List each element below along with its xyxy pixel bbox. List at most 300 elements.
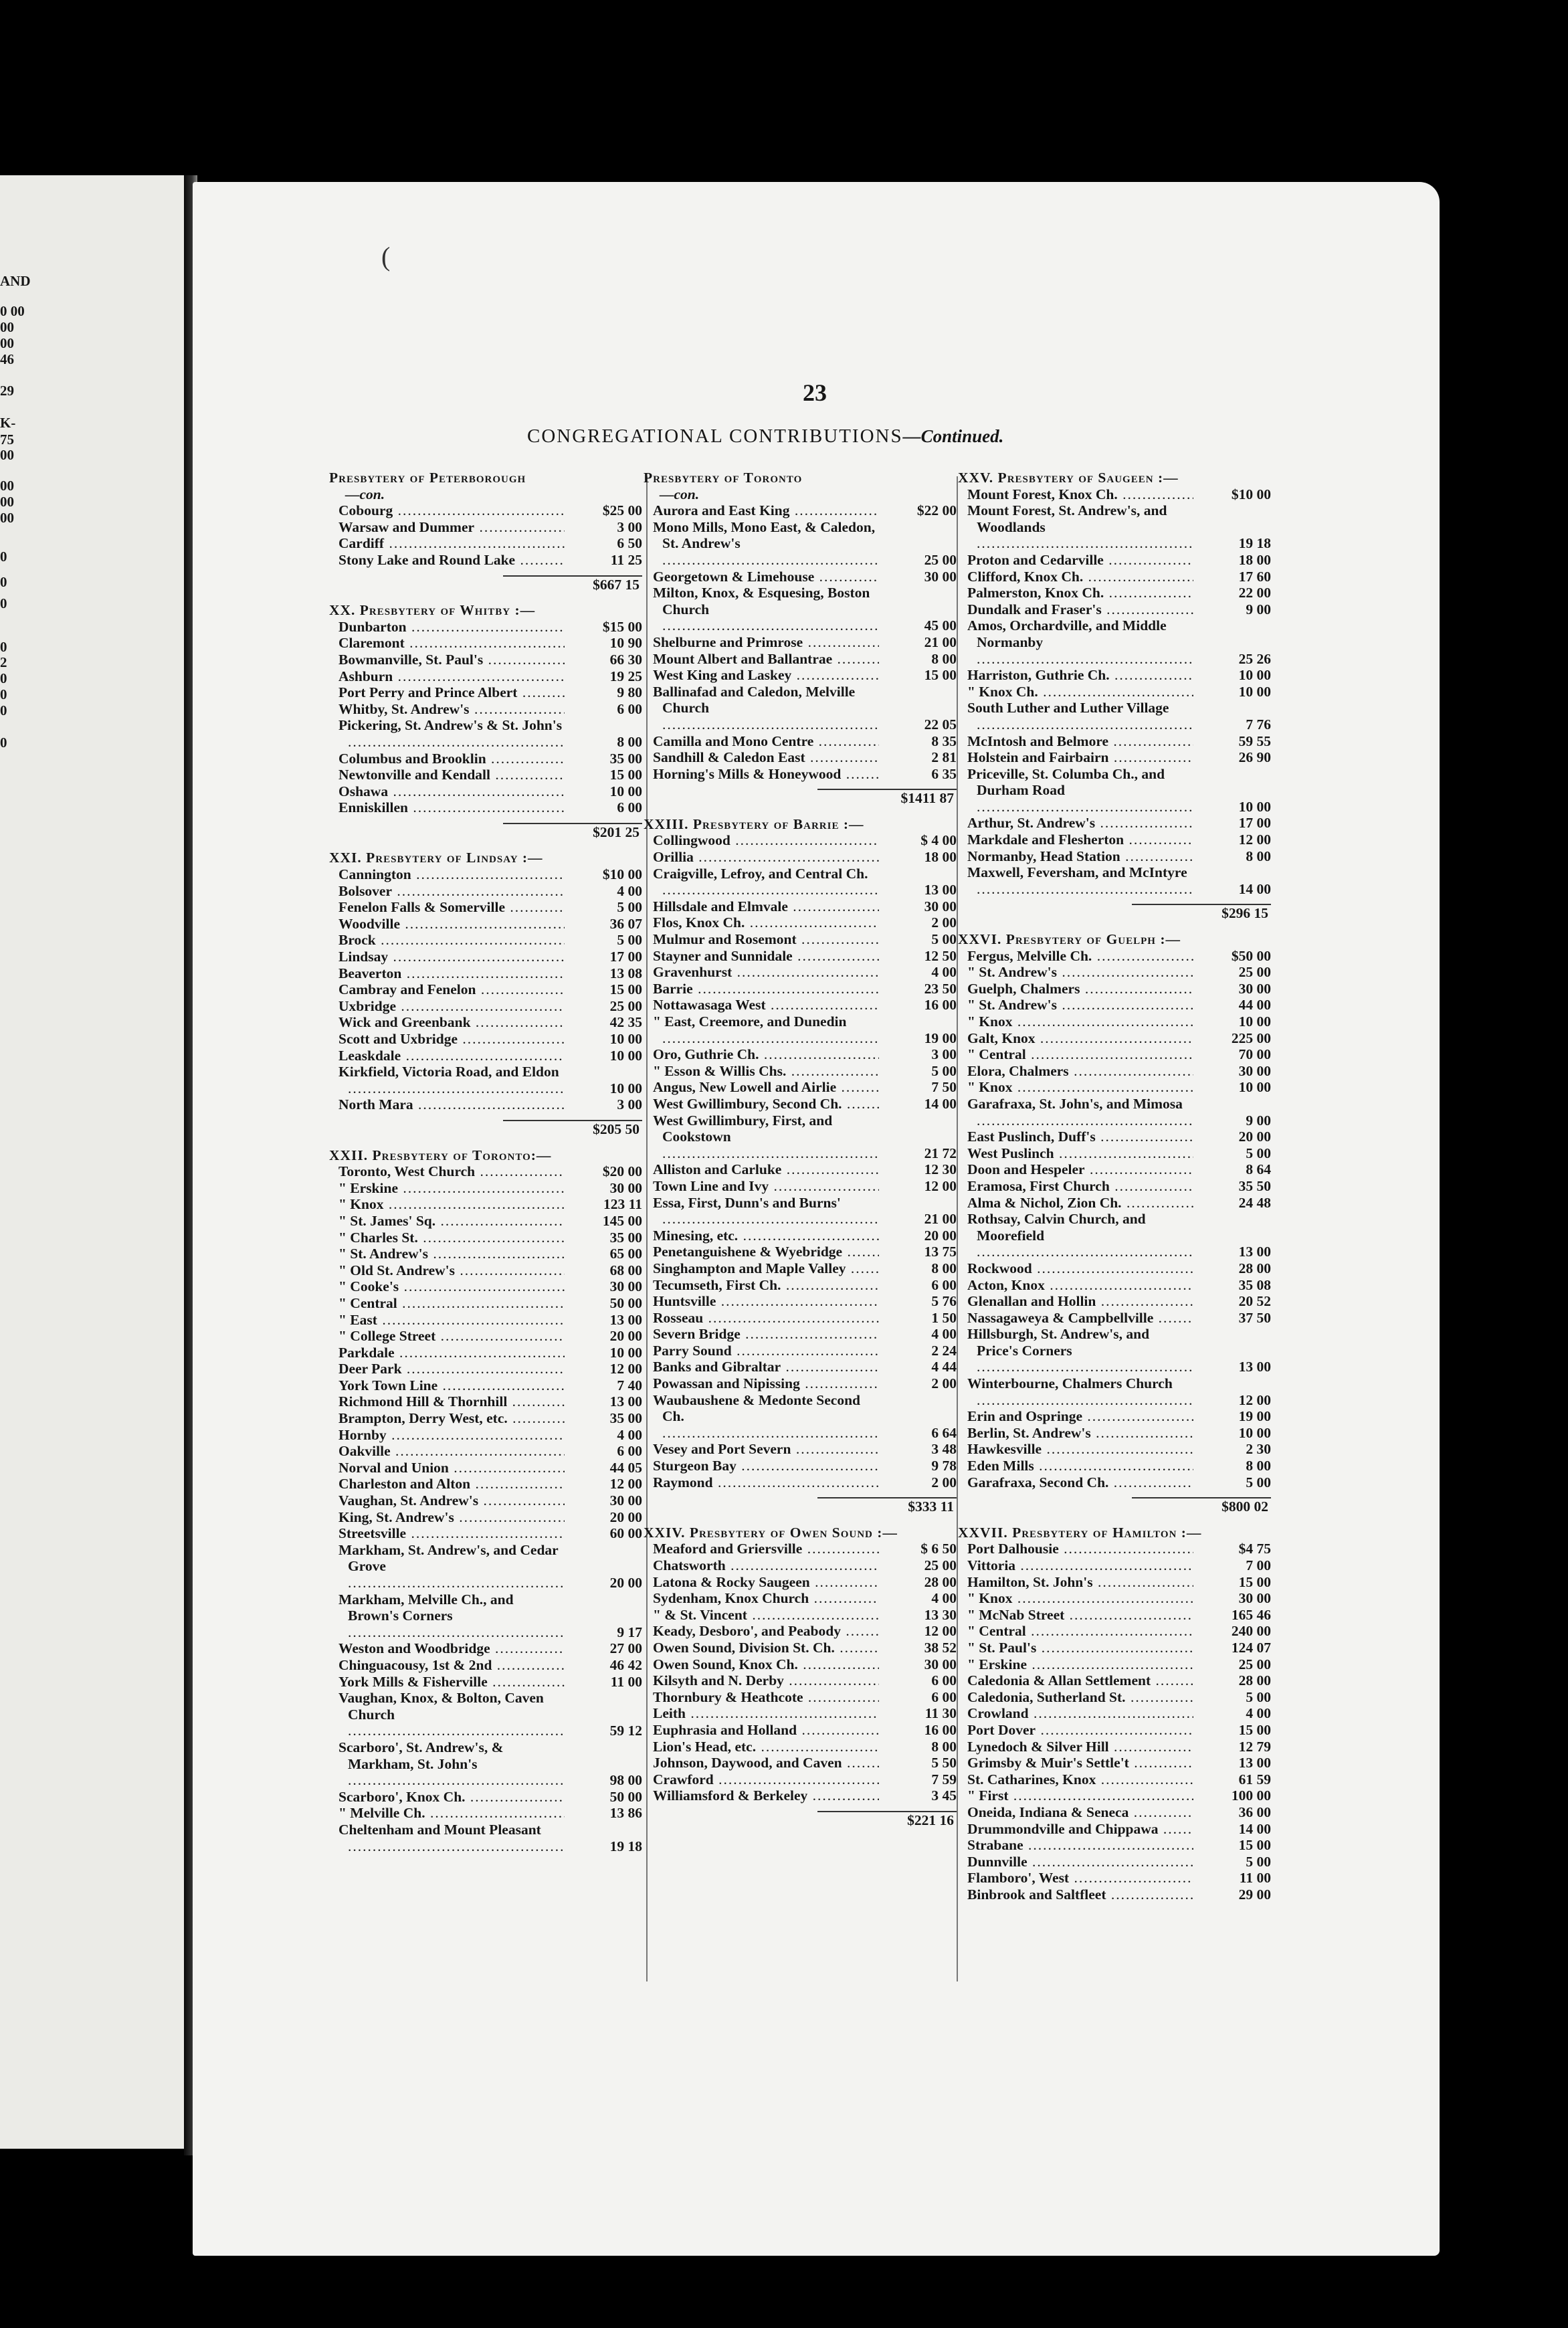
congregation-name: Holstein and Fairbairn ..... [958,749,1193,766]
congregation-name: Banks and Gibraltar ..... [644,1359,879,1375]
contribution-row [958,1705,1271,1722]
contribution-row [329,965,642,982]
contribution-amount: 2 30 [1246,1441,1271,1458]
congregation-name: Toronto, West Church ..... [329,1163,565,1180]
contribution-row [958,585,1271,601]
congregation-name: West Gwillimbury, Second Ch. ..... [644,1096,879,1112]
contribution-amount: 30 00 [924,1656,957,1672]
facing-page-fragment: 75 [0,431,14,448]
contribution-row [644,651,957,668]
contribution-row [329,619,642,636]
contribution-row [329,502,642,519]
contribution-row [958,1293,1271,1310]
contribution-row [329,1345,642,1361]
congregation-name: Oro, Guthrie Ch. ..... [644,1046,879,1063]
contribution-row [329,866,642,883]
presbytery-total: $201 25 [503,823,642,841]
contribution-amount: $10 00 [602,866,642,883]
contribution-amount: 28 00 [1238,1260,1271,1276]
contribution-amount: $ 6 50 [920,1541,957,1557]
congregation-name: Woodville ..... [329,916,565,933]
presbytery-title: XX. Presbytery of Whitby :— [329,602,536,619]
contribution-amount: 25 00 [609,997,642,1014]
contribution-amount: 12 00 [1238,832,1271,848]
contribution-row [958,1672,1271,1689]
presbytery-title-continued: —con. [660,486,700,502]
congregation-name: Scarboro', Knox Ch. ..... [329,1789,565,1806]
contribution-amount: 123 11 [603,1196,642,1213]
congregation-name: Amos, Orchardville, and Middle Normanby ..... [958,617,1193,667]
contribution-row [329,535,642,552]
facing-page-fragment: 00 [0,510,14,526]
contribution-row [644,1013,957,1046]
congregation-name: Thornbury & Heathcote ..... [644,1689,879,1706]
presbytery-title: XXV. Presbytery of Saugeen :— [958,470,1179,486]
contribution-row [958,1640,1271,1656]
contribution-row [644,1541,957,1557]
contribution-row [329,1064,642,1096]
contribution-amount: 6 00 [617,1443,642,1460]
presbytery-heading [329,850,642,866]
congregation-name: Port Dalhousie ..... [958,1541,1193,1557]
contribution-row [644,1195,957,1228]
contribution-row [644,849,957,866]
contribution-row [329,1525,642,1542]
contribution-amount: 25 26 [1238,650,1271,667]
contribution-amount: 30 00 [609,1278,642,1295]
congregation-name: Oneida, Indiana & Seneca ..... [958,1804,1193,1821]
contribution-row [329,1393,642,1410]
contribution-row [644,1787,957,1804]
contribution-row [958,1821,1271,1838]
contribution-amount: 46 42 [609,1656,642,1673]
contribution-row [329,1657,642,1674]
congregation-name: Waubaushene & Medonte Second Ch. ..... [644,1392,879,1442]
contribution-row [958,1590,1271,1607]
presbytery-heading [958,931,1271,948]
congregation-name: York Town Line ..... [329,1377,565,1394]
contribution-row [958,1623,1271,1640]
contribution-amount: 25 00 [924,1557,957,1573]
congregation-name: " Knox ..... [329,1196,565,1213]
congregation-name: Drummondville and Chippawa ..... [958,1821,1193,1838]
contribution-amount: 3 45 [931,1787,957,1804]
contribution-row [329,1361,642,1377]
contribution-amount: 19 18 [609,1838,642,1854]
contribution-amount: 11 25 [610,551,642,568]
contribution-amount: 37 50 [1238,1309,1271,1326]
contribution-amount: 10 00 [1238,1424,1271,1441]
contribution-row [329,1410,642,1427]
congregation-name: East Puslinch, Duff's ..... [958,1129,1193,1145]
congregation-name: Lynedoch & Silver Hill ..... [958,1739,1193,1755]
contribution-amount: 36 07 [609,915,642,932]
congregation-name: " East ..... [329,1312,565,1329]
contribution-row [644,1096,957,1112]
congregation-name: Bowmanville, St. Paul's ..... [329,652,565,668]
congregation-name: Mount Forest, Knox Ch. ..... [958,486,1193,503]
contribution-amount: 4 00 [1246,1705,1271,1722]
congregation-name: Caledonia, Sutherland St. ..... [958,1689,1193,1706]
congregation-name: Parry Sound ..... [644,1343,879,1359]
presbytery-heading [644,816,957,833]
contribution-row [644,1672,957,1689]
presbytery-title: Presbytery of Peterborough [329,470,526,486]
contribution-amount: 6 00 [617,799,642,816]
contribution-amount: 17 60 [1238,568,1271,585]
congregation-name: Caledonia & Allan Settlement ..... [958,1672,1193,1689]
congregation-name: Sturgeon Bay ..... [644,1458,879,1474]
contribution-row [329,1789,642,1806]
contribution-row [329,981,642,998]
congregation-name: Rosseau ..... [644,1310,879,1327]
congregation-name: Scarboro', St. Andrew's, & Markham, St. John's ..... [329,1739,565,1789]
congregation-name: Beaverton ..... [329,965,565,982]
contribution-row [958,569,1271,585]
contribution-row [644,766,957,783]
contribution-row [958,848,1271,865]
congregation-name: Vaughan, Knox, & Bolton, Caven Church ..... [329,1690,565,1739]
contribution-row [644,997,957,1013]
congregation-name: Richmond Hill & Thornhill ..... [329,1393,565,1410]
contribution-amount: 2 00 [931,1375,957,1392]
congregation-name: Collingwood ..... [644,832,879,849]
contribution-row [958,1804,1271,1821]
contribution-amount: 22 00 [1238,585,1271,601]
facing-page-fragment: 0 [0,702,7,718]
contribution-row [329,1377,642,1394]
contribution-amount: 8 00 [931,1738,957,1755]
congregation-name: Palmerston, Knox Ch. ..... [958,585,1193,601]
contribution-row [958,1837,1271,1854]
contribution-amount: 9 17 [617,1624,642,1640]
contribution-row [644,981,957,997]
congregation-name: Kirkfield, Victoria Road, and Eldon ..... [329,1064,565,1096]
contribution-row [958,1046,1271,1063]
contribution-amount: 13 00 [609,1393,642,1410]
congregation-name: Ballinafad and Caledon, Melville Church ..... [644,684,879,733]
contribution-amount: 68 00 [609,1262,642,1278]
congregation-name: Grimsby & Muir's Settle't ..... [958,1755,1193,1771]
contribution-row [958,601,1271,618]
contribution-row [329,1690,642,1739]
page-heading [527,425,1003,448]
presbytery-heading [329,470,642,486]
contribution-amount: $ 4 00 [920,832,957,849]
contribution-amount: 6 00 [931,1672,957,1689]
congregation-name: Weston and Woodbridge ..... [329,1640,565,1657]
contribution-amount: 15 00 [1238,1573,1271,1590]
contribution-amount: 12 79 [1238,1738,1271,1755]
contribution-amount: $25 00 [602,502,642,519]
congregation-name: Binbrook and Saltfleet ..... [958,1886,1193,1903]
contribution-row [644,1228,957,1244]
congregation-name: Eramosa, First Church ..... [958,1178,1193,1195]
contribution-amount: 10 00 [1238,1013,1271,1030]
contribution-amount: 10 00 [1238,798,1271,815]
contribution-row [644,585,957,634]
contribution-row [644,1326,957,1343]
congregation-name: Oakville ..... [329,1443,565,1460]
congregation-name: Parkdale ..... [329,1345,565,1361]
contribution-row [958,1886,1271,1903]
contribution-amount: 8 00 [931,1260,957,1276]
contribution-amount: 12 00 [1238,1391,1271,1408]
contribution-row [329,635,642,652]
contribution-row [958,1375,1271,1408]
contribution-row [329,1014,642,1031]
contribution-amount: 4 00 [617,882,642,899]
congregation-name: " Charles St. ..... [329,1230,565,1246]
congregation-name: " St. James' Sq. ..... [329,1213,565,1230]
contribution-amount: 30 00 [924,898,957,914]
contribution-row [958,1656,1271,1673]
facing-page-fragment: 0 [0,639,7,655]
congregation-name: Cambray and Fenelon ..... [329,981,565,998]
contribution-amount: 5 76 [931,1293,957,1310]
page-heading-title: CONGREGATIONAL CONTRIBUTIONS [527,425,903,447]
contribution-amount: 1 50 [931,1309,957,1326]
congregation-name: Leaskdale ..... [329,1048,565,1064]
contribution-row [958,1211,1271,1260]
contribution-row [958,1326,1271,1375]
facing-page-fragment: 0 [0,574,7,590]
contribution-amount: 19 18 [1238,535,1271,552]
contribution-row [958,1030,1271,1047]
contribution-row [644,749,957,766]
congregation-name: Owen Sound, Division St. Ch. ..... [644,1640,879,1656]
pencil-mark: ( [381,241,391,272]
contribution-row [644,569,957,585]
congregation-name: Cheltenham and Mount Pleasant ..... [329,1822,565,1854]
contribution-amount: 100 00 [1231,1787,1271,1804]
contribution-row [329,1295,642,1312]
congregation-name: Port Perry and Prince Albert ..... [329,684,565,701]
contribution-row [958,1557,1271,1574]
contribution-row [644,948,957,965]
congregation-name: Mono Mills, Mono East, & Caledon, St. Andrew's ..... [644,519,879,569]
contribution-amount: 5 00 [617,899,642,916]
contribution-amount: 9 80 [617,684,642,701]
congregation-name: Craigville, Lefroy, and Central Ch. ..... [644,866,879,898]
contribution-row [958,948,1271,965]
contribution-row [644,1590,957,1607]
contribution-amount: 6 00 [931,1276,957,1293]
congregation-name: Sandhill & Caledon East ..... [644,749,879,766]
congregation-name: Rockwood ..... [958,1260,1193,1277]
contribution-row [958,667,1271,684]
contribution-row [958,1260,1271,1277]
contribution-row [644,1244,957,1260]
contribution-row [958,733,1271,750]
contribution-amount: 30 00 [609,1179,642,1196]
contribution-row [644,1656,957,1673]
contribution-amount: 13 30 [924,1606,957,1623]
contribution-amount: 10 00 [609,1344,642,1361]
contribution-row [644,519,957,569]
contribution-amount: 9 00 [1246,601,1271,617]
contribution-amount: 20 00 [1238,1129,1271,1145]
congregation-name: Flos, Knox Ch. ..... [644,914,879,931]
congregation-name: Singhampton and Maple Valley ..... [644,1260,879,1277]
contribution-row [329,1096,642,1113]
congregation-name: " St. Andrew's ..... [958,964,1193,981]
congregation-name: Severn Bridge ..... [644,1326,879,1343]
contribution-row [644,1178,957,1195]
contribution-row [958,684,1271,700]
facing-page-fragment: AND [0,273,31,289]
facing-page-fragment: K- [0,415,16,431]
congregation-name: Shelburne and Primrose ..... [644,634,879,651]
congregation-name: Warsaw and Dummer ..... [329,519,565,536]
contribution-row [329,1805,642,1822]
contribution-amount: 225 00 [1231,1030,1271,1046]
congregation-name: Winterbourne, Chalmers Church ..... [958,1375,1193,1408]
presbytery-heading [329,602,642,619]
contribution-row [644,1277,957,1294]
contribution-row [329,1180,642,1197]
congregation-name: West Gwillimbury, First, and Cookstown ..... [644,1112,879,1162]
contribution-amount: 13 00 [609,1311,642,1328]
contribution-amount: 11 30 [924,1705,957,1722]
contribution-row [958,1079,1271,1096]
contribution-row [644,931,957,948]
congregation-name: " Cooke's ..... [329,1278,565,1295]
congregation-name: Oshawa ..... [329,783,565,800]
presbytery-title: XXI. Presbytery of Lindsay :— [329,850,543,866]
contribution-row [958,1195,1271,1211]
page-number: 23 [803,379,827,406]
congregation-name: Pickering, St. Andrew's & St. John's ..... [329,717,565,750]
contribution-row [644,1458,957,1474]
contribution-amount: 5 00 [931,931,957,948]
contribution-row [644,634,957,651]
contribution-amount: 12 00 [609,1476,642,1492]
contribution-amount: 35 08 [1238,1276,1271,1293]
facing-page-fragments [0,175,31,2149]
contribution-row [644,1739,957,1755]
congregation-name: Acton, Knox ..... [958,1277,1193,1294]
contribution-row [644,684,957,733]
contribution-row [644,1441,957,1458]
contribution-amount: 8 00 [1246,1458,1271,1474]
congregation-name: Enniskillen ..... [329,799,565,816]
congregation-name: Doon and Hespeler ..... [958,1161,1193,1178]
contribution-amount: $10 00 [1231,486,1271,502]
contribution-amount: 7 50 [931,1079,957,1096]
contribution-row [644,1310,957,1327]
contribution-amount: 2 00 [931,914,957,931]
contribution-row [958,964,1271,981]
contribution-row [329,1262,642,1279]
contribution-amount: 3 00 [617,518,642,535]
contribution-amount: 66 30 [609,651,642,668]
contribution-amount: $22 00 [916,502,957,519]
congregation-name: Sydenham, Knox Church ..... [644,1590,879,1607]
congregation-name: Fergus, Melville Ch. ..... [958,948,1193,965]
contribution-row [958,864,1271,897]
contribution-amount: 4 44 [931,1359,957,1375]
column-3 [958,468,1271,1903]
congregation-name: Guelph, Chalmers ..... [958,981,1193,997]
congregation-name: Brock ..... [329,932,565,949]
contribution-amount: 7 00 [1246,1557,1271,1573]
congregation-name: Garafraxa, Second Ch. ..... [958,1474,1193,1491]
congregation-name: " Central ..... [958,1046,1193,1063]
congregation-name: " Knox Ch. ..... [958,684,1193,700]
contribution-row [329,1591,642,1641]
contribution-row [329,701,642,718]
contribution-amount: 12 00 [924,1177,957,1194]
contribution-row [329,916,642,933]
congregation-name: Crawford ..... [644,1771,879,1788]
contribution-row [329,799,642,816]
congregation-name: " St. Paul's ..... [958,1640,1193,1656]
column-2 [644,468,957,1838]
contribution-row [644,1079,957,1096]
contribution-amount: 3 00 [617,1096,642,1113]
contribution-amount: 44 00 [1238,997,1271,1013]
congregation-name: Angus, New Lowell and Airlie ..... [644,1079,879,1096]
facing-page-fragment: 0 00 [0,303,25,319]
contribution-amount: 10 00 [609,1031,642,1047]
contribution-amount: 10 00 [1238,667,1271,684]
contribution-amount: 6 35 [931,765,957,782]
contribution-amount: 13 75 [924,1244,957,1260]
contribution-row [329,552,642,569]
contribution-amount: $4 75 [1238,1541,1271,1557]
congregation-name: Cannington ..... [329,866,565,883]
facing-page-fragment: 0 [0,549,7,565]
contribution-amount: 2 00 [931,1474,957,1490]
contribution-amount: 13 08 [609,965,642,981]
contribution-row [958,1178,1271,1195]
contribution-amount: 35 50 [1238,1177,1271,1194]
contribution-row [644,1705,957,1722]
contribution-row [958,700,1271,733]
congregation-name: Garafraxa, St. John's, and Mimosa ..... [958,1096,1193,1129]
contribution-row [644,1161,957,1178]
contribution-row [329,932,642,949]
contribution-amount: 4 00 [931,964,957,981]
presbytery-title: XXVII. Presbytery of Hamilton :— [958,1524,1202,1541]
contribution-row [329,883,642,900]
congregation-name: Lion's Head, etc. ..... [644,1739,879,1755]
congregation-name: Harriston, Guthrie Ch. ..... [958,667,1193,684]
contribution-amount: 12 50 [924,947,957,964]
congregation-name: Town Line and Ivy ..... [644,1178,879,1195]
congregation-name: Milton, Knox, & Esquesing, Boston Church ..... [644,585,879,634]
congregation-name: Barrie ..... [644,981,879,997]
contribution-row [958,1425,1271,1442]
congregation-name: Hornby ..... [329,1427,565,1444]
congregation-name: Dunnville ..... [958,1854,1193,1870]
contribution-amount: 8 00 [617,733,642,750]
contribution-row [958,1277,1271,1294]
congregation-name: " Old St. Andrew's ..... [329,1262,565,1279]
contribution-row [958,815,1271,832]
contribution-amount: 35 00 [609,1410,642,1427]
facing-page-fragment: 00 [0,335,14,351]
contribution-row [329,751,642,767]
contribution-row [958,1458,1271,1474]
contribution-row [958,502,1271,552]
contribution-amount: 50 00 [609,1788,642,1805]
congregation-name: Markdale and Flesherton ..... [958,832,1193,848]
contribution-row [644,1623,957,1640]
contribution-amount: 20 00 [609,1328,642,1345]
contribution-amount: 124 07 [1231,1639,1271,1656]
